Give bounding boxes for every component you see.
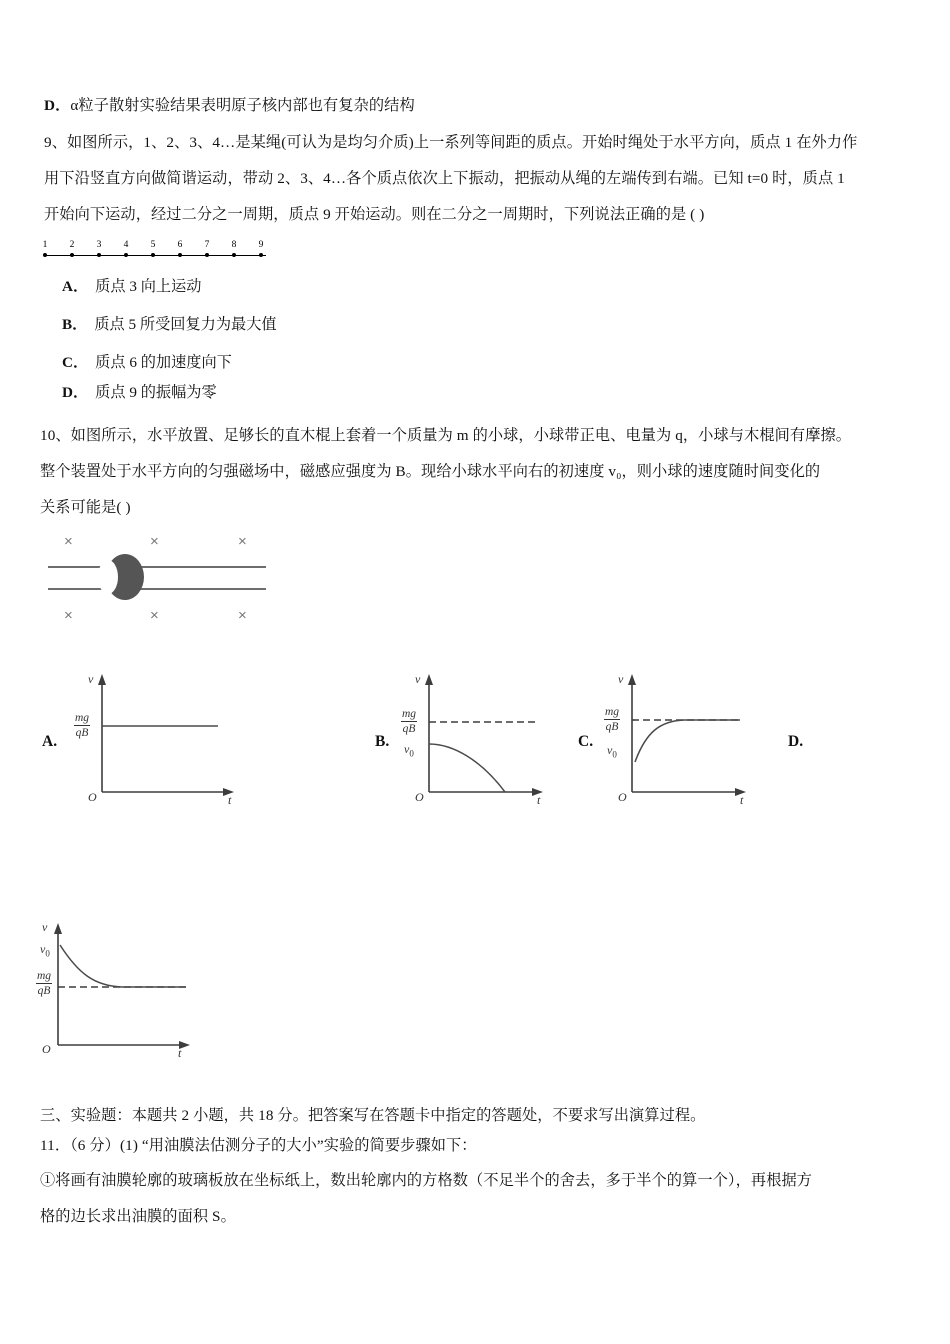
question-9-option-a (62, 277, 201, 297)
graph-a-t-axis-label: t (228, 793, 232, 807)
option-label: B． (62, 316, 88, 333)
graph-d-mg-over-qb-label: mg qB (37, 970, 52, 997)
graph-a-mg-over-qb-label: mg qB (75, 712, 90, 739)
option-text: 质点 5 所受回复力为最大值 (94, 316, 277, 333)
particle-dot (178, 253, 182, 257)
rope-particle-9: 9 (254, 240, 268, 257)
graph-b-origin-label: O (415, 790, 424, 804)
option-label: C． (62, 354, 89, 371)
graph-c-origin-label: O (618, 790, 627, 804)
section-three-heading: 三、实验题：本题共 2 小题，共 18 分。把答案写在答题卡中指定的答题处，不要求写出演算过程。 (40, 1107, 706, 1124)
question-11-line-2: ①将画有油膜轮廓的玻璃板放在坐标纸上，数出轮廓内的方格数（不足半个的舍去，多于半个的算一个），再根据方 (40, 1172, 813, 1189)
option-label: A． (62, 278, 89, 295)
rod-top-edge (48, 566, 266, 568)
rod-bottom-edge (48, 588, 266, 590)
ball-notch-cutout (98, 560, 118, 594)
option-text: 质点 6 的加速度向下 (95, 354, 232, 371)
graph-d-origin-label: O (42, 1042, 51, 1056)
graph-a-origin-label: O (88, 790, 97, 804)
graph-a-label: A. (42, 733, 58, 750)
particle-dot (124, 253, 128, 257)
question-9-option-d (62, 383, 217, 403)
question-9-option-b (62, 315, 277, 335)
graph-a-constant-velocity (78, 670, 248, 798)
question-10-stem-line-3: 关系可能是( ) (40, 499, 131, 516)
graph-c-t-axis-label: t (740, 793, 744, 807)
graph-d-t-axis-label: t (178, 1046, 182, 1060)
option-label: D． (62, 384, 89, 401)
rope-particle-2: 2 (65, 240, 79, 257)
field-cross-icon: × (238, 607, 247, 624)
graph-b-label: B. (375, 733, 390, 750)
graph-b-decreasing-to-zero (405, 670, 575, 798)
field-cross-icon: × (64, 607, 73, 624)
particle-dot (205, 253, 209, 257)
graph-b-v-axis-label: v (415, 672, 421, 686)
question-9-option-c (62, 353, 232, 373)
question-9-stem-line-1: 9、如图所示，1、2、3、4…是某绳(可认为是均匀介质)上一系列等间距的质点。开始时绳处于水平方向，质点 1 在外力作 (44, 134, 858, 151)
field-cross-icon: × (238, 533, 247, 550)
rod-ball-magnetic-field-figure (48, 528, 278, 628)
field-cross-icon: × (150, 533, 159, 550)
graph-a-v-axis-label: v (88, 672, 94, 686)
particle-dot (232, 253, 236, 257)
rope-particle-6: 6 (173, 240, 187, 257)
graph-b-v0-label: $v_0$ (404, 742, 414, 759)
option-text: α粒子散射实验结果表明原子核内部也有复杂的结构 (70, 97, 415, 114)
graph-d-v-axis-label: v (42, 920, 48, 934)
field-cross-icon: × (64, 533, 73, 550)
graph-d-label: D. (788, 733, 804, 750)
rope-particle-1: 1 (38, 240, 52, 257)
question-10-stem-line-2: 整个装置处于水平方向的匀强磁场中，磁感应强度为 B。现给小球水平向右的初速度 v₀，则小球的速度随时间变化的 (40, 463, 821, 480)
graph-b-t-axis-label: t (537, 793, 541, 807)
option-label: D (44, 97, 56, 114)
question-11-line-3: 格的边长求出油膜的面积 S。 (40, 1208, 236, 1225)
rope-particle-4: 4 (119, 240, 133, 257)
option-text: 质点 9 的振幅为零 (95, 384, 217, 401)
rope-particle-8: 8 (227, 240, 241, 257)
particle-dot (97, 253, 101, 257)
question-9-stem-line-2: 用下沿竖直方向做简谐运动，带动 2、3、4…各个质点依次上下振动，把振动从绳的左端传到右端。已知 t=0 时，质点 1 (44, 170, 845, 187)
particle-dot (151, 253, 155, 257)
graph-c-increasing-asymptotic (608, 670, 778, 798)
graph-c-label: C. (578, 733, 594, 750)
question-11-line-1: 11．（6 分）(1) “用油膜法估测分子的大小”实验的简要步骤如下： (40, 1137, 477, 1154)
question-10-stem-line-1: 10、如图所示，水平放置、足够长的直木棍上套着一个质量为 m 的小球，小球带正电、电量为 q，小球与木棍间有摩擦。 (40, 427, 852, 444)
particle-dot (259, 253, 263, 257)
question-8-option-d: D．α粒子散射实验结果表明原子核内部也有复杂的结构 (44, 97, 415, 114)
particles-on-rope-figure (38, 240, 278, 266)
rope-particle-7: 7 (200, 240, 214, 257)
graph-d-decreasing-asymptotic (30, 915, 200, 1043)
graph-c-v-axis-label: v (618, 672, 624, 686)
particle-dot (43, 253, 47, 257)
graph-d-v0-label: $v_0$ (40, 942, 50, 959)
question-9-stem-line-3: 开始向下运动，经过二分之一周期，质点 9 开始运动。则在二分之一周期时，下列说法正确的是 ( ) (44, 206, 705, 223)
graph-c-mg-over-qb-label: mg qB (605, 706, 620, 733)
graph-c-v0-label: $v_0$ (607, 743, 617, 760)
option-text: 质点 3 向上运动 (95, 278, 202, 295)
graph-b-mg-over-qb-label: mg qB (402, 708, 417, 735)
field-cross-icon: × (150, 607, 159, 624)
rope-particle-3: 3 (92, 240, 106, 257)
rope-particle-5: 5 (146, 240, 160, 257)
particle-dot (70, 253, 74, 257)
